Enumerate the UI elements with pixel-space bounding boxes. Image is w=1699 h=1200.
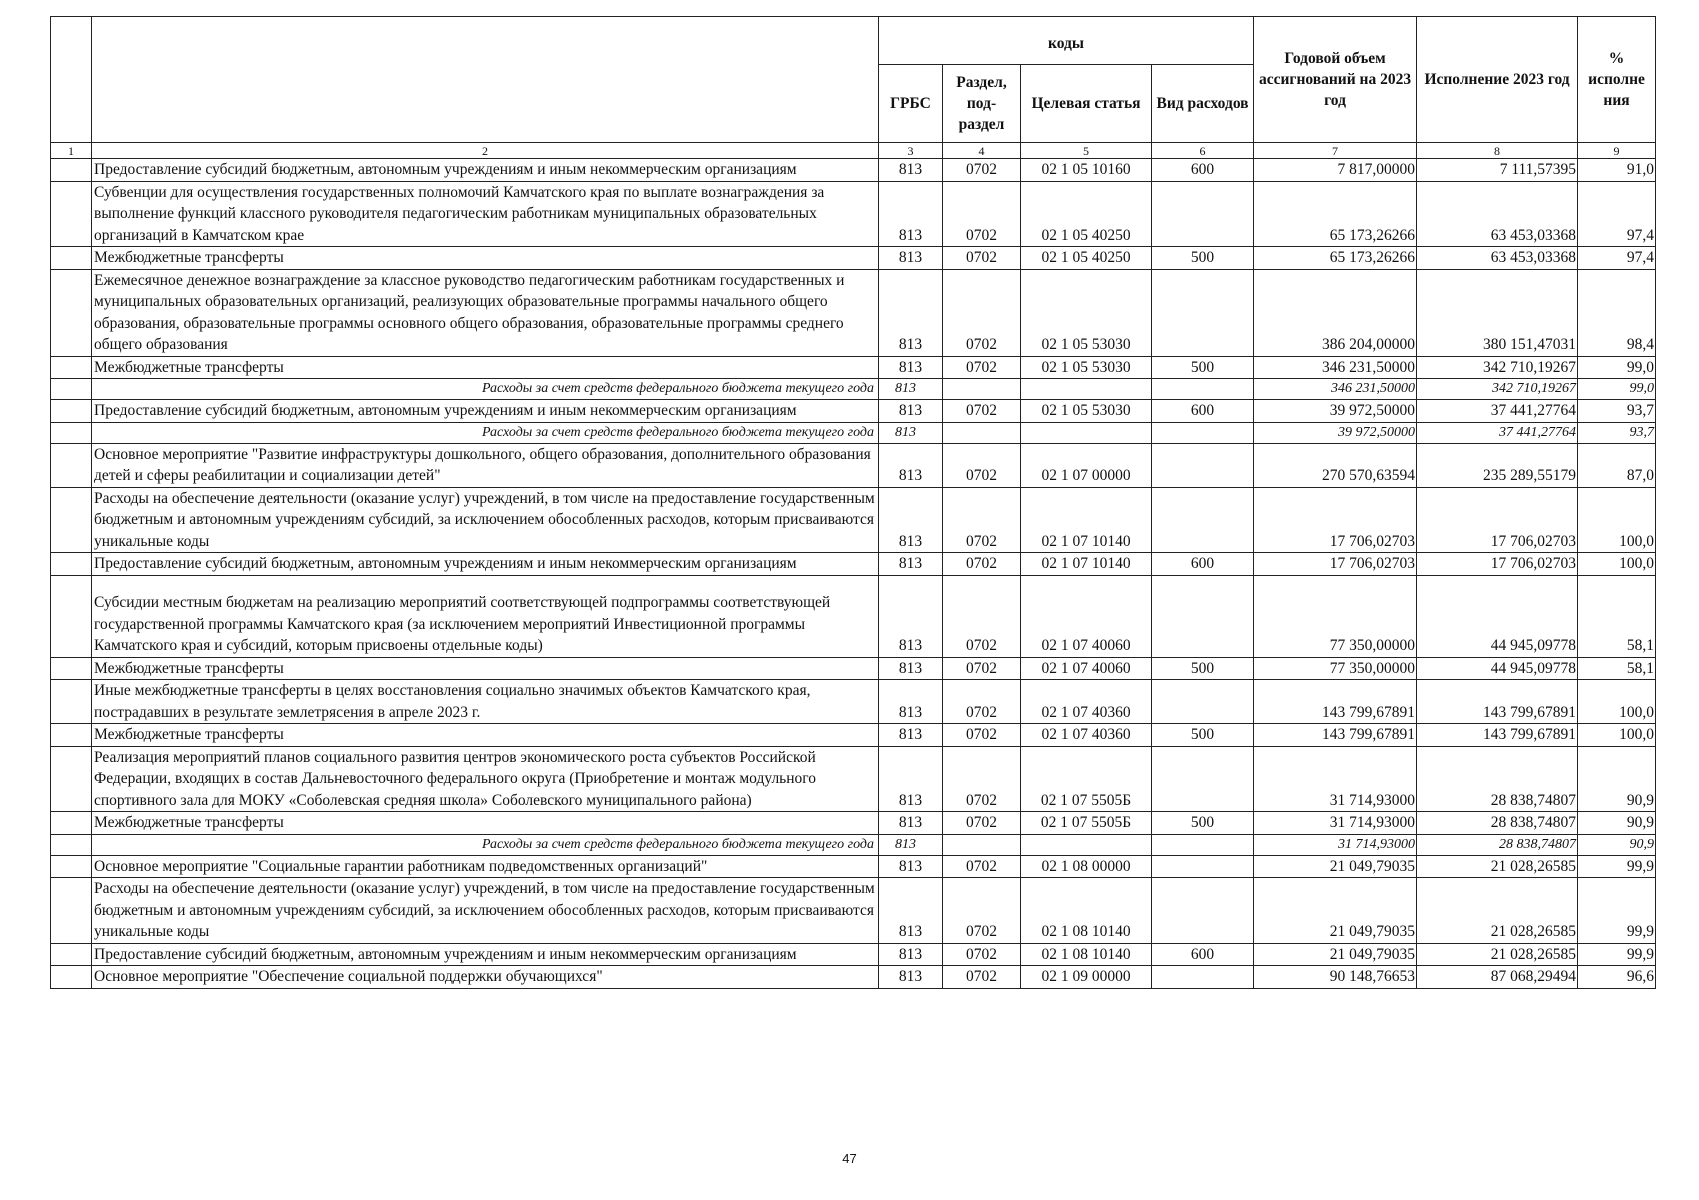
table-row	[51, 966, 1656, 989]
header-target: Целевая статья	[1021, 65, 1152, 143]
row-target: 02 1 05 10160	[1021, 159, 1152, 182]
row-percent: 58,1	[1578, 575, 1656, 657]
row-section: 0702	[943, 159, 1021, 182]
column-number: 4	[943, 143, 1021, 159]
row-name: Предоставление субсидий бюджетным, автономным учреждениям и иным некоммерческим организациям	[92, 400, 879, 423]
row-annual: 39 972,50000	[1254, 400, 1417, 423]
row-percent: 58,1	[1578, 657, 1656, 680]
row-name: Межбюджетные трансферты	[92, 812, 879, 835]
table-row	[51, 812, 1656, 835]
row-percent: 87,0	[1578, 443, 1656, 487]
row-percent: 99,0	[1578, 356, 1656, 379]
row-name: Реализация мероприятий планов социального развития центров экономического роста субъектов Российской Федерации, входящих в состав Дальневосточного федерального округа (Приобретение и монтаж модульного спортивного зала для МОКУ «Соболевская средняя школа» Соболевского муниципального района)	[92, 746, 879, 812]
row-grbs: 813	[879, 247, 943, 270]
header-grbs: ГРБС	[879, 65, 943, 143]
row-execution: 44 945,09778	[1417, 657, 1578, 680]
row-execution: 21 028,26585	[1417, 943, 1578, 966]
row-annual: 65 173,26266	[1254, 247, 1417, 270]
row-name: Межбюджетные трансферты	[92, 724, 879, 747]
row-expense-type	[1152, 966, 1254, 989]
table-row	[51, 878, 1656, 944]
row-name: Межбюджетные трансферты	[92, 356, 879, 379]
column-number: 3	[879, 143, 943, 159]
row-annual: 77 350,00000	[1254, 575, 1417, 657]
row-expense-type: 500	[1152, 724, 1254, 747]
blank-cell	[51, 553, 92, 576]
blank-cell	[51, 181, 92, 247]
blank-cell	[51, 487, 92, 553]
row-percent: 96,6	[1578, 966, 1656, 989]
row-execution: 28 838,74807	[1417, 812, 1578, 835]
row-expense-type: 600	[1152, 400, 1254, 423]
row-target: 02 1 08 10140	[1021, 878, 1152, 944]
row-execution: 342 710,19267	[1417, 356, 1578, 379]
table-body	[51, 159, 1656, 989]
blank-cell	[51, 834, 92, 855]
row-grbs: 813	[879, 943, 943, 966]
header-annual: Годовой объем ассигнований на 2023 год	[1254, 17, 1417, 143]
row-target: 02 1 07 10140	[1021, 487, 1152, 553]
blank-cell	[51, 379, 92, 400]
column-number: 8	[1417, 143, 1578, 159]
row-execution: 21 028,26585	[1417, 878, 1578, 944]
row-expense-type	[1152, 269, 1254, 356]
row-section: 0702	[943, 247, 1021, 270]
row-annual: 7 817,00000	[1254, 159, 1417, 182]
column-number: 5	[1021, 143, 1152, 159]
row-percent: 90,9	[1578, 834, 1656, 855]
row-section: 0702	[943, 269, 1021, 356]
table-row	[51, 575, 1656, 657]
row-target: 02 1 05 53030	[1021, 269, 1152, 356]
row-name: Иные межбюджетные трансферты в целях восстановления социально значимых объектов Камчатского края, пострадавших в результате землетрясения в апреле 2023 г.	[92, 680, 879, 724]
row-grbs: 813	[879, 878, 943, 944]
row-target: 02 1 07 10140	[1021, 553, 1152, 576]
row-target: 02 1 05 53030	[1021, 400, 1152, 423]
column-number: 6	[1152, 143, 1254, 159]
row-name: Предоставление субсидий бюджетным, автономным учреждениям и иным некоммерческим организациям	[92, 553, 879, 576]
blank-cell	[51, 812, 92, 835]
row-grbs: 813	[879, 680, 943, 724]
header-row-codes	[51, 17, 1656, 65]
row-expense-type: 500	[1152, 657, 1254, 680]
row-target: 02 1 05 53030	[1021, 356, 1152, 379]
row-target: 02 1 07 5505Б	[1021, 746, 1152, 812]
row-percent: 98,4	[1578, 269, 1656, 356]
header-percent: % исполне ния	[1578, 17, 1656, 143]
row-grbs: 813	[879, 356, 943, 379]
row-percent: 97,4	[1578, 181, 1656, 247]
row-expense-type	[1152, 487, 1254, 553]
column-number: 7	[1254, 143, 1417, 159]
row-target: 02 1 07 5505Б	[1021, 812, 1152, 835]
blank-cell	[51, 247, 92, 270]
row-expense-type: 600	[1152, 553, 1254, 576]
budget-page	[50, 16, 1655, 989]
header-expense-type: Вид расходов	[1152, 65, 1254, 143]
row-expense-type: 600	[1152, 943, 1254, 966]
row-execution: 63 453,03368	[1417, 181, 1578, 247]
row-section	[943, 422, 1021, 443]
row-section: 0702	[943, 878, 1021, 944]
row-annual: 31 714,93000	[1254, 812, 1417, 835]
row-expense-type	[1152, 575, 1254, 657]
table-row	[51, 724, 1656, 747]
blank-cell	[51, 746, 92, 812]
row-expense-type: 500	[1152, 247, 1254, 270]
row-percent: 99,9	[1578, 855, 1656, 878]
row-grbs: 813	[879, 487, 943, 553]
table-row	[51, 855, 1656, 878]
row-section: 0702	[943, 487, 1021, 553]
row-section: 0702	[943, 400, 1021, 423]
row-execution: 28 838,74807	[1417, 834, 1578, 855]
table-row	[51, 443, 1656, 487]
row-annual: 21 049,79035	[1254, 878, 1417, 944]
row-grbs: 813	[879, 812, 943, 835]
row-annual: 17 706,02703	[1254, 487, 1417, 553]
row-name: Расходы за счет средств федерального бюджета текущего года	[92, 379, 879, 400]
row-annual: 386 204,00000	[1254, 269, 1417, 356]
row-execution: 37 441,27764	[1417, 422, 1578, 443]
row-grbs: 813	[879, 657, 943, 680]
blank-cell	[51, 356, 92, 379]
header-execution: Исполнение 2023 год	[1417, 17, 1578, 143]
row-name: Субсидии местным бюджетам на реализацию мероприятий соответствующей подпрограммы соответствующей государственной программы Камчатского края (за исключением мероприятий Инвестиционной программы Камчатского края и субсидий, которым присвоены отдельные коды)	[92, 575, 879, 657]
row-target	[1021, 422, 1152, 443]
row-name: Расходы за счет средств федерального бюджета текущего года	[92, 834, 879, 855]
row-execution: 37 441,27764	[1417, 400, 1578, 423]
row-grbs: 813	[879, 966, 943, 989]
blank-cell	[51, 878, 92, 944]
row-expense-type	[1152, 834, 1254, 855]
table-row	[51, 943, 1656, 966]
row-target: 02 1 07 40060	[1021, 575, 1152, 657]
row-section: 0702	[943, 855, 1021, 878]
row-grbs: 813	[879, 746, 943, 812]
row-target	[1021, 834, 1152, 855]
row-target	[1021, 379, 1152, 400]
row-name: Субвенции для осуществления государственных полномочий Камчатского края по выплате вознаграждения за выполнение функций классного руководителя педагогическим работникам муниципальных образовательных организаций в Камчатском крае	[92, 181, 879, 247]
table-row	[51, 159, 1656, 182]
row-grbs: 813	[879, 724, 943, 747]
row-grbs: 813	[879, 834, 943, 855]
row-name: Межбюджетные трансферты	[92, 247, 879, 270]
row-target: 02 1 07 40360	[1021, 724, 1152, 747]
row-name: Расходы за счет средств федерального бюджета текущего года	[92, 422, 879, 443]
row-expense-type	[1152, 379, 1254, 400]
row-grbs: 813	[879, 400, 943, 423]
row-name: Межбюджетные трансферты	[92, 657, 879, 680]
row-section: 0702	[943, 443, 1021, 487]
row-annual: 346 231,50000	[1254, 379, 1417, 400]
row-section: 0702	[943, 812, 1021, 835]
blank-cell	[51, 159, 92, 182]
row-percent: 100,0	[1578, 724, 1656, 747]
row-expense-type	[1152, 746, 1254, 812]
row-execution: 17 706,02703	[1417, 487, 1578, 553]
table-row	[51, 181, 1656, 247]
row-annual: 77 350,00000	[1254, 657, 1417, 680]
row-section: 0702	[943, 657, 1021, 680]
blank-cell	[51, 966, 92, 989]
blank-cell	[51, 269, 92, 356]
row-annual: 90 148,76653	[1254, 966, 1417, 989]
header-blank-1	[51, 17, 92, 143]
header-codes: коды	[879, 17, 1254, 65]
federal-subtotal-row	[51, 834, 1656, 855]
row-section: 0702	[943, 356, 1021, 379]
row-target: 02 1 07 00000	[1021, 443, 1152, 487]
row-name: Расходы на обеспечение деятельности (оказание услуг) учреждений, в том числе на предоставление государственным бюджетным и автономным учреждениям субсидий, за исключением обособленных расходов, которым присваиваются уникальные коды	[92, 878, 879, 944]
row-target: 02 1 07 40060	[1021, 657, 1152, 680]
row-target: 02 1 08 10140	[1021, 943, 1152, 966]
column-number: 1	[51, 143, 92, 159]
row-section: 0702	[943, 724, 1021, 747]
row-annual: 21 049,79035	[1254, 855, 1417, 878]
row-section: 0702	[943, 181, 1021, 247]
row-percent: 99,9	[1578, 943, 1656, 966]
row-percent: 97,4	[1578, 247, 1656, 270]
row-annual: 143 799,67891	[1254, 724, 1417, 747]
blank-cell	[51, 855, 92, 878]
row-section: 0702	[943, 943, 1021, 966]
blank-cell	[51, 400, 92, 423]
table-row	[51, 356, 1656, 379]
row-execution: 380 151,47031	[1417, 269, 1578, 356]
table-row	[51, 269, 1656, 356]
row-execution: 143 799,67891	[1417, 724, 1578, 747]
row-section: 0702	[943, 553, 1021, 576]
row-expense-type: 600	[1152, 159, 1254, 182]
row-name: Ежемесячное денежное вознаграждение за классное руководство педагогическим работникам государственных и муниципальных образовательных организаций, реализующих образовательные программы начального общего образования, образовательные программы основного общего образования, образовательные программы среднего общего образования	[92, 269, 879, 356]
row-annual: 65 173,26266	[1254, 181, 1417, 247]
blank-cell	[51, 943, 92, 966]
table-row	[51, 487, 1656, 553]
row-execution: 21 028,26585	[1417, 855, 1578, 878]
row-percent: 90,9	[1578, 746, 1656, 812]
row-percent: 93,7	[1578, 400, 1656, 423]
row-execution: 342 710,19267	[1417, 379, 1578, 400]
row-execution: 143 799,67891	[1417, 680, 1578, 724]
row-grbs: 813	[879, 379, 943, 400]
row-expense-type: 500	[1152, 812, 1254, 835]
row-execution: 63 453,03368	[1417, 247, 1578, 270]
column-numbers-row	[51, 143, 1656, 159]
blank-cell	[51, 680, 92, 724]
row-annual: 21 049,79035	[1254, 943, 1417, 966]
column-number: 9	[1578, 143, 1656, 159]
table-row	[51, 247, 1656, 270]
row-name: Основное мероприятие "Социальные гарантии работникам подведомственных организаций"	[92, 855, 879, 878]
row-section: 0702	[943, 966, 1021, 989]
row-expense-type: 500	[1152, 356, 1254, 379]
budget-table	[50, 16, 1656, 989]
row-expense-type	[1152, 878, 1254, 944]
table-row	[51, 400, 1656, 423]
federal-subtotal-row	[51, 379, 1656, 400]
row-execution: 7 111,57395	[1417, 159, 1578, 182]
row-execution: 44 945,09778	[1417, 575, 1578, 657]
row-expense-type	[1152, 181, 1254, 247]
row-execution: 235 289,55179	[1417, 443, 1578, 487]
row-target: 02 1 05 40250	[1021, 247, 1152, 270]
row-grbs: 813	[879, 553, 943, 576]
row-percent: 99,9	[1578, 878, 1656, 944]
row-section	[943, 834, 1021, 855]
row-percent: 100,0	[1578, 487, 1656, 553]
row-annual: 346 231,50000	[1254, 356, 1417, 379]
blank-cell	[51, 657, 92, 680]
row-target: 02 1 05 40250	[1021, 181, 1152, 247]
row-percent: 100,0	[1578, 680, 1656, 724]
row-execution: 17 706,02703	[1417, 553, 1578, 576]
blank-cell	[51, 724, 92, 747]
row-annual: 31 714,93000	[1254, 746, 1417, 812]
row-annual: 17 706,02703	[1254, 553, 1417, 576]
row-target: 02 1 07 40360	[1021, 680, 1152, 724]
row-section	[943, 379, 1021, 400]
row-expense-type	[1152, 443, 1254, 487]
row-expense-type	[1152, 422, 1254, 443]
blank-cell	[51, 422, 92, 443]
row-grbs: 813	[879, 575, 943, 657]
row-annual: 270 570,63594	[1254, 443, 1417, 487]
row-expense-type	[1152, 680, 1254, 724]
row-percent: 100,0	[1578, 553, 1656, 576]
row-section: 0702	[943, 575, 1021, 657]
header-blank-2	[92, 17, 879, 143]
table-row	[51, 680, 1656, 724]
row-name: Расходы на обеспечение деятельности (оказание услуг) учреждений, в том числе на предоставление государственным бюджетным и автономным учреждениям субсидий, за исключением обособленных расходов, которым присваиваются уникальные коды	[92, 487, 879, 553]
row-percent: 99,0	[1578, 379, 1656, 400]
row-name: Предоставление субсидий бюджетным, автономным учреждениям и иным некоммерческим организациям	[92, 159, 879, 182]
row-grbs: 813	[879, 159, 943, 182]
row-expense-type	[1152, 855, 1254, 878]
page-number: 47	[842, 1151, 857, 1166]
row-grbs: 813	[879, 269, 943, 356]
column-number: 2	[92, 143, 879, 159]
row-grbs: 813	[879, 855, 943, 878]
table-row	[51, 553, 1656, 576]
row-grbs: 813	[879, 422, 943, 443]
blank-cell	[51, 443, 92, 487]
row-percent: 90,9	[1578, 812, 1656, 835]
header-section: Раздел, под-раздел	[943, 65, 1021, 143]
row-percent: 93,7	[1578, 422, 1656, 443]
row-annual: 39 972,50000	[1254, 422, 1417, 443]
row-target: 02 1 08 00000	[1021, 855, 1152, 878]
row-section: 0702	[943, 680, 1021, 724]
row-grbs: 813	[879, 181, 943, 247]
row-name: Основное мероприятие "Обеспечение социальной поддержки обучающихся"	[92, 966, 879, 989]
table-row	[51, 657, 1656, 680]
row-annual: 31 714,93000	[1254, 834, 1417, 855]
row-target: 02 1 09 00000	[1021, 966, 1152, 989]
row-grbs: 813	[879, 443, 943, 487]
row-execution: 87 068,29494	[1417, 966, 1578, 989]
row-name: Предоставление субсидий бюджетным, автономным учреждениям и иным некоммерческим организациям	[92, 943, 879, 966]
row-percent: 91,0	[1578, 159, 1656, 182]
row-name: Основное мероприятие "Развитие инфраструктуры дошкольного, общего образования, дополнительного образования детей и сферы реабилитации и социализации детей"	[92, 443, 879, 487]
row-execution: 28 838,74807	[1417, 746, 1578, 812]
table-row	[51, 746, 1656, 812]
row-section: 0702	[943, 746, 1021, 812]
row-annual: 143 799,67891	[1254, 680, 1417, 724]
blank-cell	[51, 575, 92, 657]
federal-subtotal-row	[51, 422, 1656, 443]
